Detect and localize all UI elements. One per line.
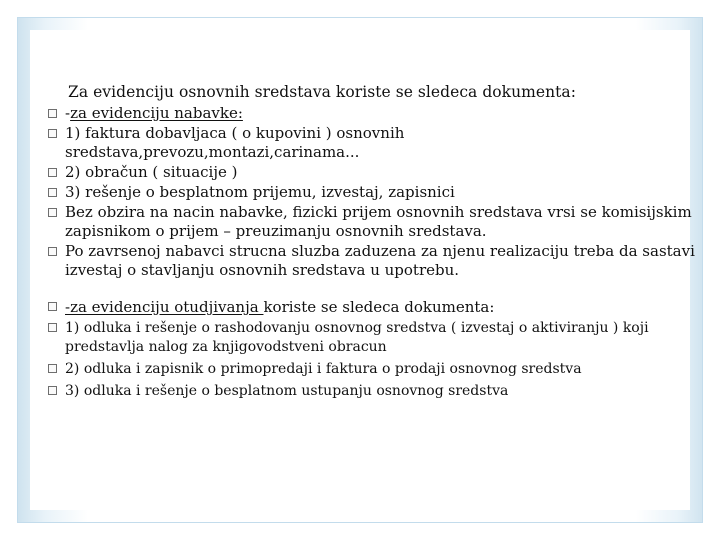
list-item-text: 3) rešenje o besplatnom prijemu, izvestaj, zapisnici [65,183,455,201]
acquisition-section [48,104,698,280]
list-item-text: 1) faktura dobavljaca ( o kupovini ) osnovnih sredstava,prevozu,montazi,carinama... [65,124,405,161]
acquisition-heading-text: za evidenciju nabavke: [70,104,243,122]
bullet-icon [48,364,57,373]
bullet-icon [48,247,57,256]
list-item [48,319,698,357]
bullet-icon [48,168,57,177]
list-item-text: Bez obzira na nacin nabavke, fizicki prijem osnovnih sredstava vrsi se komisijskim zapisnikom o prijem – preuzimanju osnovnih sredstava. [65,203,692,240]
acquisition-heading-prefix: - [65,104,71,122]
bullet-icon [48,188,57,197]
bullet-icon [48,109,57,118]
list-item-text: 2) odluka i zapisnik o primopredaji i faktura o prodaji osnovnog sredstva [65,361,582,377]
list-item-text: 3) odluka i rešenje o besplatnom ustupanju osnovnog sredstva [65,383,509,399]
list-item [48,242,698,280]
bullet-icon [48,302,57,311]
acquisition-heading [48,104,698,123]
bullet-icon [48,208,57,217]
list-item-text: 1) odluka i rešenje o rashodovanju osnovnog sredstva ( izvestaj o aktiviranju ) koji predstavlja nalog za knjigovodstveni obracun [65,320,649,355]
bullet-icon [48,386,57,395]
bullet-icon [48,129,57,138]
bullet-icon [48,323,57,332]
disposal-heading-text: -za evidenciju otudjivanja [65,298,264,316]
list-item [48,183,698,202]
list-item-text: Po zavrsenoj nabavci strucna sluzba zaduzena za njenu realizaciju treba da sastavi izvestaj o stavljanju osnovnih sredstava u upotrebu. [65,242,695,279]
list-item [48,163,698,182]
list-item [48,382,698,401]
list-item-text: 2) obračun ( situacije ) [65,163,238,181]
list-item [48,203,698,241]
disposal-section [48,298,698,401]
disposal-heading-rest: koriste se sledeca dokumenta: [263,298,495,316]
slide-title: Za evidenciju osnovnih sredstava koriste se sledeca dokumenta: [68,83,576,101]
disposal-heading [48,298,698,317]
slide-content [48,82,698,404]
list-item [48,124,698,162]
list-item [48,360,698,379]
